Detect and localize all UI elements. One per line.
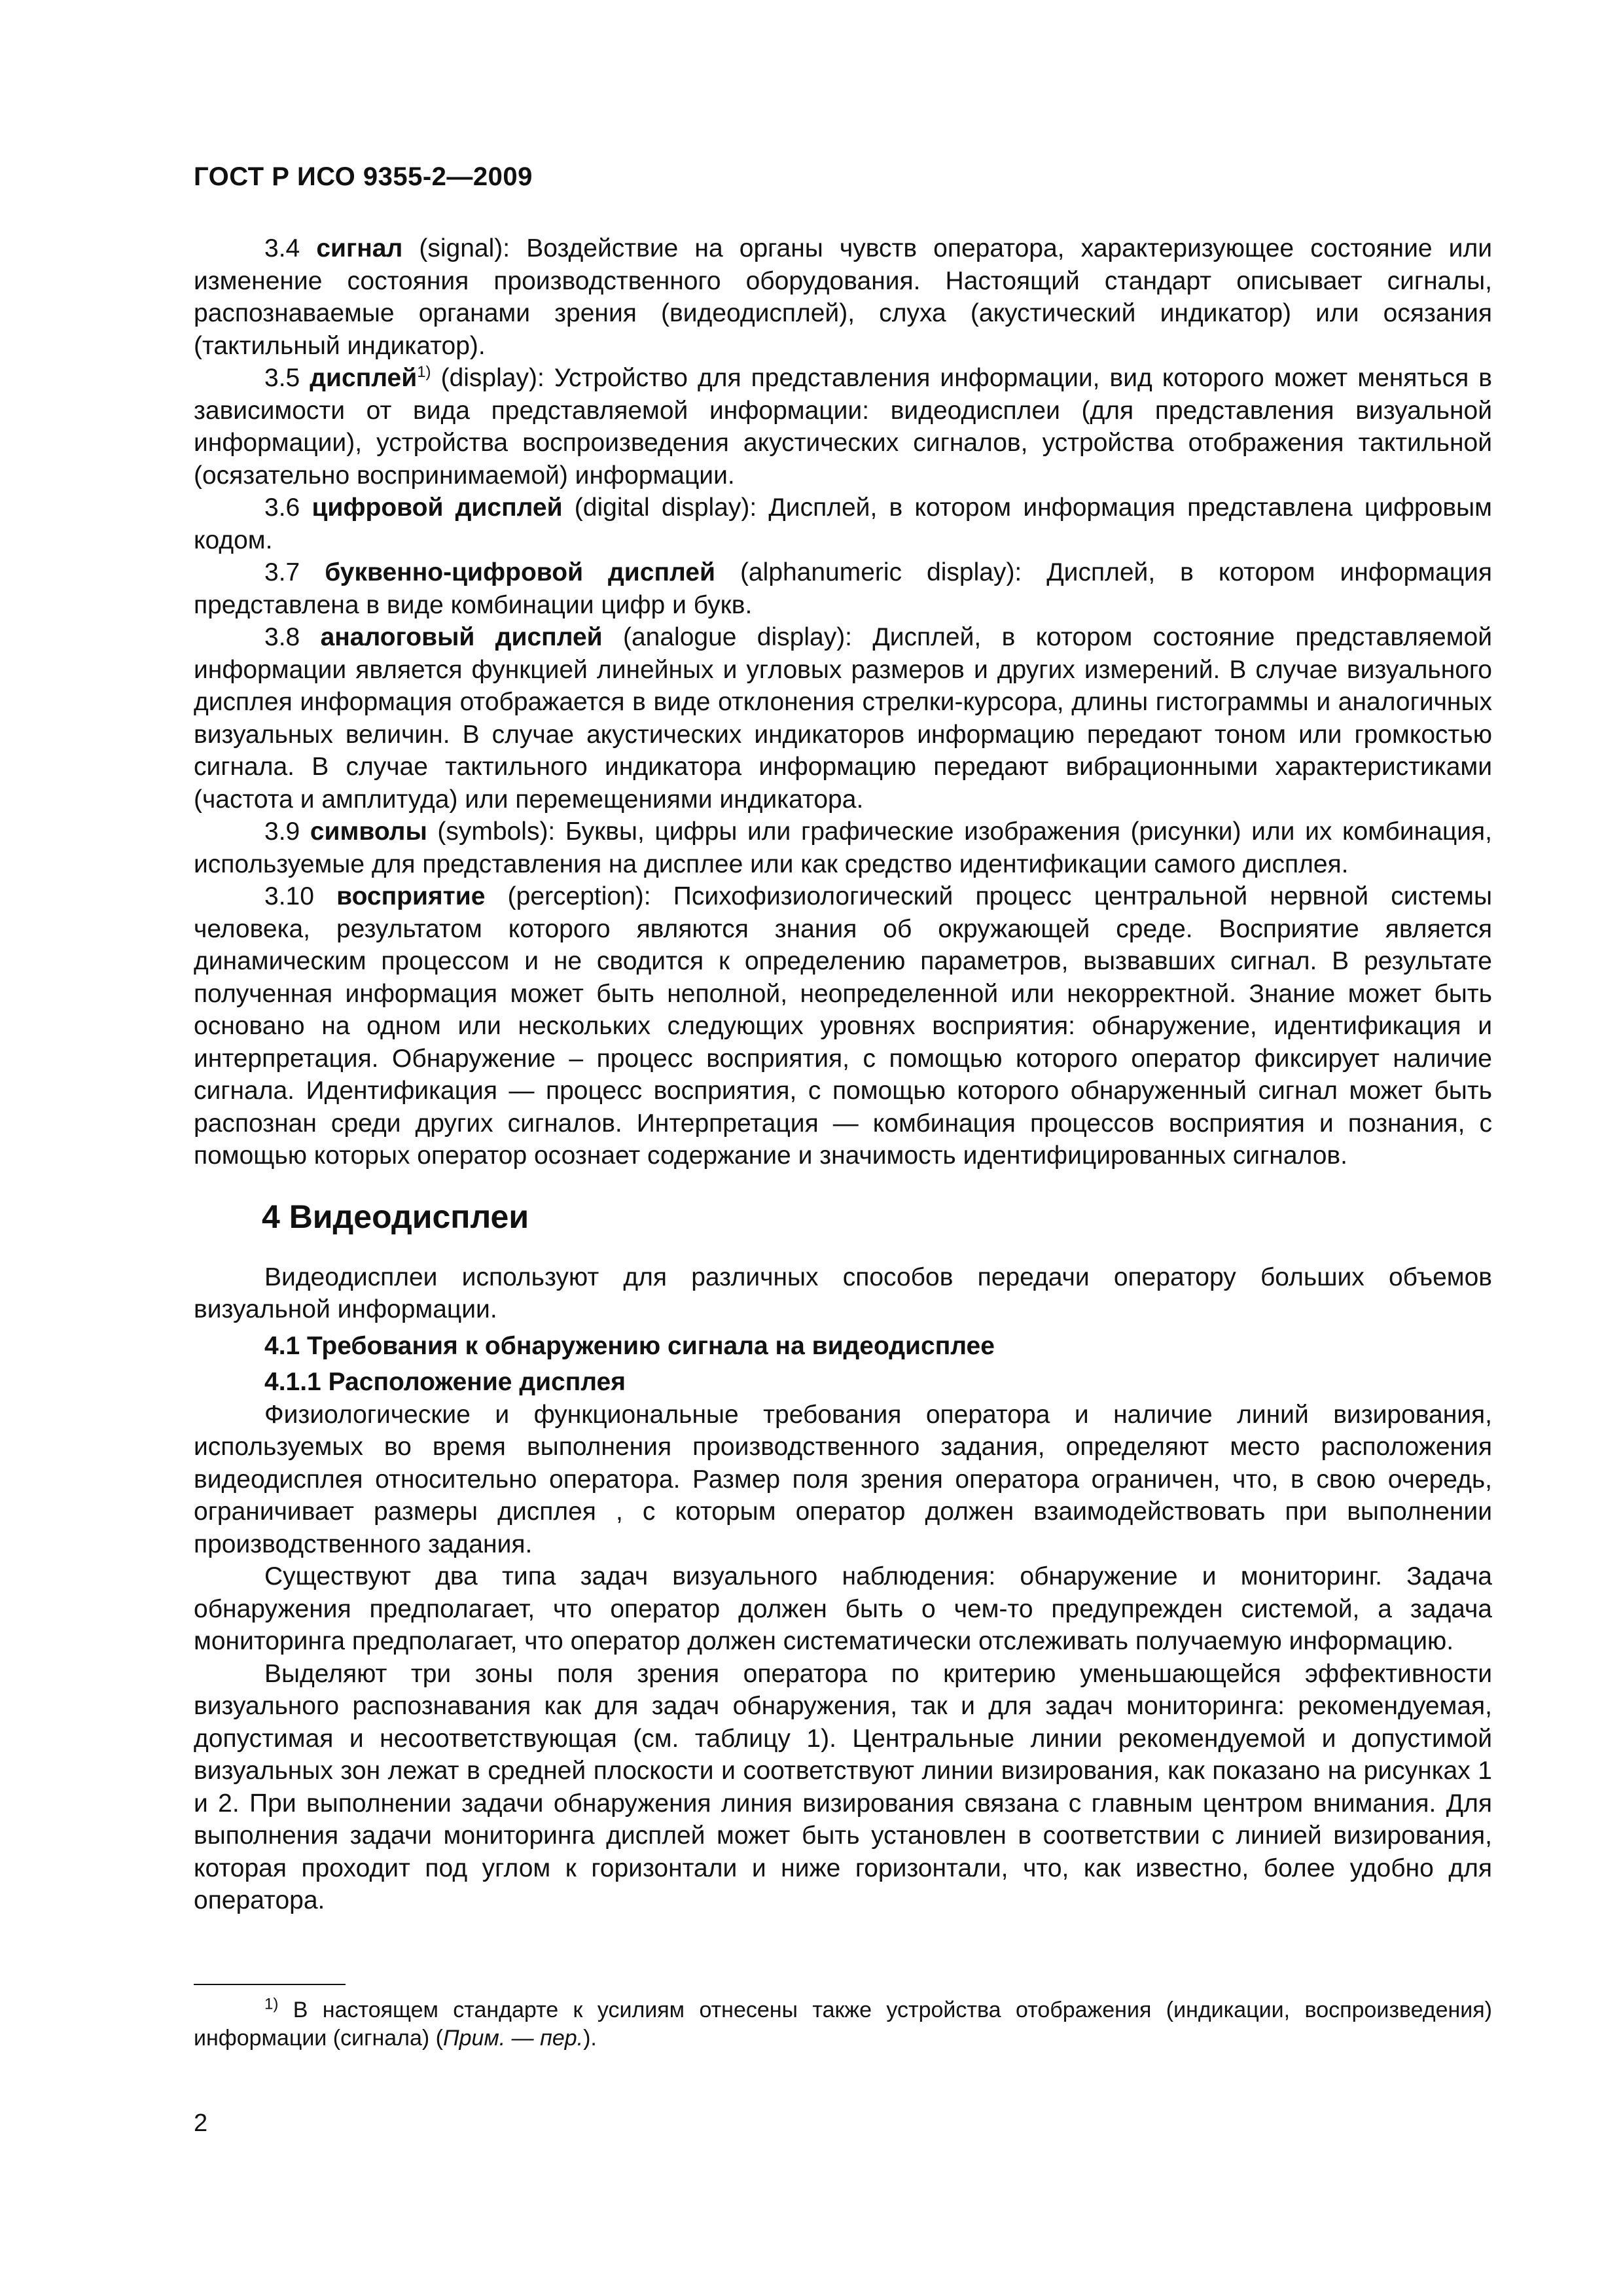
paragraph: Физиологические и функциональные требования оператора и наличие линий визирования, используемых во время выполнения производственного задания, определяют место расположения видеодисплея относительно оператора. Размер поля зрения оператора ограничен, что, в свою очередь, ограничивает размеры дисплея , с которым оператор должен взаимодействовать при выполнении производственного задания. [194, 1400, 1492, 1558]
paragraph: Существуют два типа задач визуального наблюдения: обнаружение и мониторинг. Задача обнаружения предполагает, что оператор должен быть о чем-то предупрежден системой, а задача мониторинга предполагает, что оператор должен систематически отслеживать получаемую информацию. [194, 1562, 1492, 1655]
section-title: 4 Видеодисплеи [262, 1198, 529, 1235]
standard-header: ГОСТ Р ИСО 9355-2—2009 [194, 162, 533, 191]
definition-3-8: 3.8 аналоговый дисплей (analogue display): Дисплей, в котором состояние представляемой информации является функцией линейных и угловых размеров и других измерений. В случае визуального дисплея информация отображается в виде отклонения стрелки-курсора, длины гистограммы и аналогичных визуальных величин. В случае акустических индикаторов информацию передают тоном или громкостью сигнала. В случае тактильного индикатора информацию передают вибрационными характеристиками (частота и амплитуда) или перемещениями индикатора. [194, 623, 1492, 814]
definition-3-6: 3.6 цифровой дисплей (digital display): Дисплей, в котором информация представлена цифровым кодом. [194, 493, 1492, 554]
footnote-ref: 1) [417, 363, 431, 381]
definition-3-7: 3.7 буквенно-цифровой дисплей (alphanumeric display): Дисплей, в котором информация представлена в виде комбинации цифр и букв. [194, 558, 1493, 619]
definition-3-4: 3.4 сигнал (signal): Воздействие на органы чувств оператора, характеризующее состояние или изменение состояния производственного оборудования. Настоящий стандарт описывает сигналы, распознаваемые органами зрения (видеодисплей), слуха (акустический индикатор) или осязания (тактильный индикатор). [194, 234, 1493, 360]
term: восприятие [336, 882, 486, 910]
definition-3-10: 3.10 восприятие (perception): Психофизиологический процесс центральной нервной системы человека, результатом которого являются знания об окружающей среде. Восприятие является динамическим процессом и не сводится к определению параметров, вызвавших сигнал. В результате полученная информация может быть неполной, неопределенной или некорректной. Знание может быть основано на одном или нескольких следующих уровнях восприятия: обнаружение, идентификация и интерпретация. Обнаружение – процесс восприятия, с помощью которого оператор фиксирует наличие сигнала. Идентификация — процесс восприятия, с помощью которого обнаруженный сигнал может быть распознан среди других сигналов. Интерпретация — комбинация процессов восприятия и познания, с помощью которых оператор осознает содержание и значимость идентифицированных сигналов. [194, 882, 1492, 1170]
term: дисплей [310, 364, 418, 392]
footnote-mark: 1) [264, 1995, 279, 2013]
definition-3-5: 3.5 дисплей$^{1)}$ (display): Устройство для представления информации, вид которого может меняться в зависимости от вида представляемой информации: видеодисплеи (для представления визуальной информации), устройства воспроизведения акустических сигналов, устройства отображения тактильной (осязательно воспринимаемой) информации. [194, 363, 1493, 490]
footnote: $^{1)}$ В настоящем стандарте к усилиям отнесены также устройства отображения (индикации, воспроизведения) информации (сигнала) (Прим. — пер.). [194, 1995, 1492, 2051]
term: сигнал [316, 234, 403, 262]
term: буквенно-цифровой дисплей [325, 558, 715, 586]
term: цифровой дисплей [312, 493, 563, 522]
definition-3-9: 3.9 символы (symbols): Буквы, цифры или графические изображения (рисунки) или их комбинация, используемые для представления на дисплее или как средство идентификации самого дисплея. [194, 817, 1492, 878]
page-number: 2 [194, 2109, 208, 2137]
body-text [194, 232, 1492, 1917]
term: аналоговый дисплей [320, 623, 603, 651]
paragraph: Выделяют три зоны поля зрения оператора по критерию уменьшающейся эффективности визуального распознавания как для задач обнаружения, так и для задач мониторинга: рекомендуемая, допустимая и несоответствующая (см. таблицу 1). Центральные линии рекомендуемой и допустимой визуальных зон лежат в средней плоскости и соответствуют линии визирования, как показано на рисунках 1 и 2. При выполнении задачи обнаружения линия визирования связана с главным центром внимания. Для выполнения задачи мониторинга дисплей может быть установлен в соответствии с линией визирования, которая проходит под углом к горизонтали и ниже горизонтали, что, как известно, более удобно для оператора. [194, 1659, 1492, 1914]
footnote-separator [194, 1984, 346, 1985]
subsection-heading: 4.1 Требования к обнаружению сигнала на видеодисплее [264, 1331, 995, 1360]
section-intro: Видеодисплеи используют для различных способов передачи оператору больших объемов визуальной информации. [194, 1263, 1492, 1323]
subsubsection-heading: 4.1.1 Расположение дисплея [264, 1368, 626, 1396]
term: символы [310, 817, 427, 846]
